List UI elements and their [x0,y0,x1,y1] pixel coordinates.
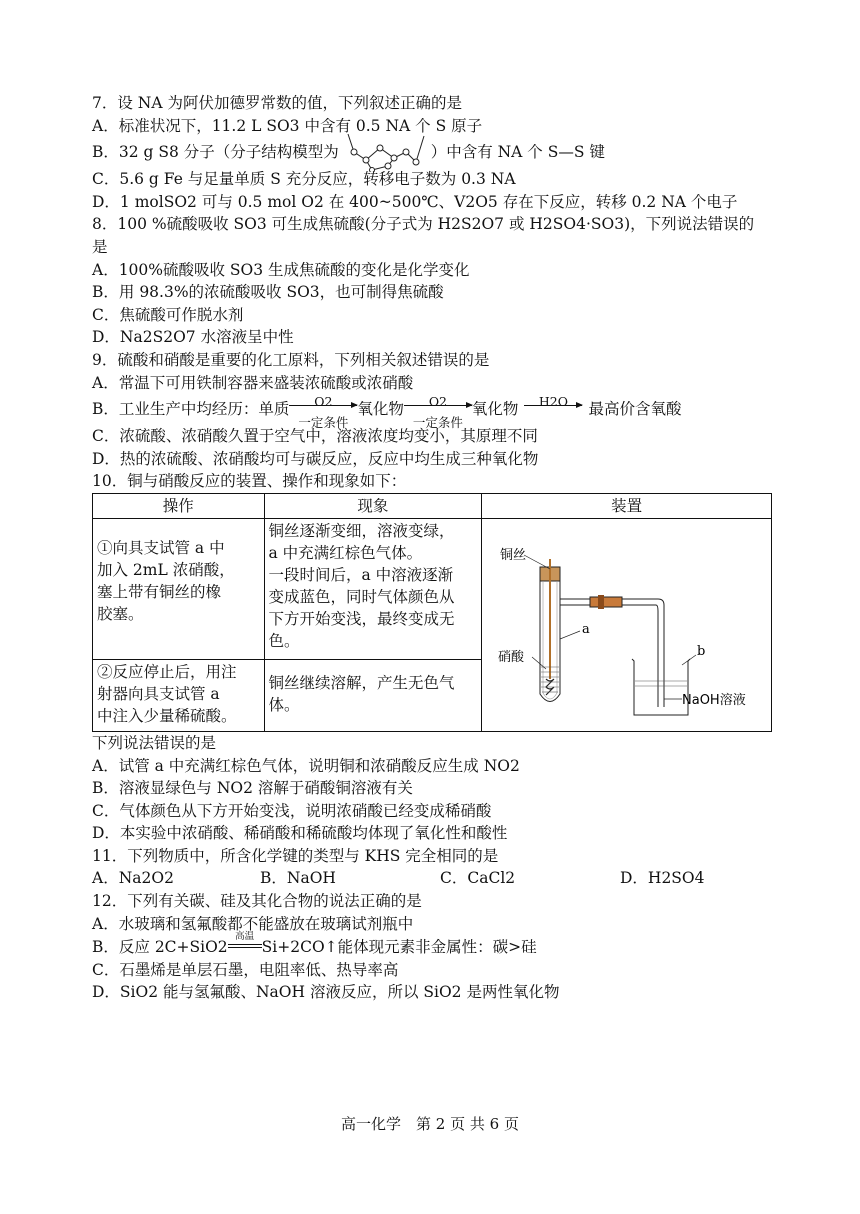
q7-option-b [92,137,772,168]
arrow-3-reagent: H2O [538,394,568,410]
apparatus-diagram [482,519,766,725]
q8-stem-line1: 8．100 %硫酸吸收 SO3 可生成焦硫酸(分子式为 H2S2O7 或 H2SO4·SO3)，下列说法错误的 [92,215,755,234]
q12-option-a: A．水玻璃和氢氟酸都不能盛放在玻璃试剂瓶中 [92,914,414,933]
q12-b-pre: B．反应 2C+SiO2 [92,938,228,957]
q11-option-d: D．H2SO4 [620,869,705,888]
q12-stem: 12．下列有关碳、硅及其化合物的说法正确的是 [92,892,422,911]
q7-option-b-pre: B．32 g S8 分子（分子结构模型为 [92,143,339,162]
q7-option-d: D．1 molSO2 可与 0.5 mol O2 在 400~500℃、V2O5 存在下反应，转移 0.2 NA 个电子 [92,192,738,211]
q9-option-a: A．常温下可用铁制容器来盛装浓硫酸或浓硝酸 [92,373,414,392]
q8-stem-line2: 是 [92,237,108,256]
q9-stem: 9．硫酸和硝酸是重要的化工原料，下列相关叙述错误的是 [92,350,490,369]
q12-option-c: C．石墨烯是单层石墨，电阻率低、热导率高 [92,960,399,979]
q8-option-d: D．Na2S2O7 水溶液呈中性 [92,328,294,347]
q10-option-a: A．试管 a 中充满红棕色气体，说明铜和浓硝酸反应生成 NO2 [92,756,520,775]
q9-option-c: C．浓硫酸、浓硝酸久置于空气中，溶液浓度均变小，其原理不同 [92,427,538,446]
label-naoh-solution: NaOH溶液 [682,692,746,708]
phenomenon-2: 铜丝继续溶解，产生无色气 体。 [264,659,482,731]
header-operation: 操作 [93,493,265,518]
q9-b-oxide-2: 氧化物 [471,400,519,419]
header-phenomenon: 现象 [264,493,482,518]
exam-page [92,92,772,1004]
q8-option-a: A．100%硫酸吸收 SO3 生成焦硫酸的变化是化学变化 [92,260,470,279]
q8-option-b: B．用 98.3%的浓硫酸吸收 SO3，也可制得焦硫酸 [92,283,444,302]
phenomenon-1: 铜丝逐渐变细，溶液变绿， a 中充满红棕色气体。 一段时间后，a 中溶液逐渐 变成蓝色，同时气体颜色从 下方开始变浅，最终变成无 色。 [264,518,482,659]
high-temp-condition [228,931,262,953]
q11-option-a: A．Na2O2 [92,869,174,888]
q9-option-d: D．热的浓硫酸、浓硝酸均可与碳反应，反应中均生成三种氧化物 [92,449,539,468]
reaction-arrow-2 [404,394,472,431]
apparatus-diagram-cell [482,518,772,731]
label-a: a [582,621,590,637]
header-apparatus: 装置 [482,493,772,518]
q9-b-acid: 最高价含氧酸 [588,400,682,419]
page-footer: 高一化学 第 2 页 共 6 页 [341,1115,519,1133]
operation-1: ①向具支试管 a 中 加入 2mL 浓硝酸， 塞上带有铜丝的橡 胶塞。 [93,518,265,659]
label-nitric-acid: 硝酸 [498,649,525,665]
q10-experiment-table [92,493,772,732]
arrow-2-reagent: O2 [428,394,448,410]
condition-label: 高温 [235,931,255,943]
q9-b-oxide-1: 氧化物 [357,400,404,419]
q8-option-c: C．焦硫酸可作脱水剂 [92,305,244,324]
arrow-2-condition: 一定条件 [412,415,463,431]
arrow-1-condition: 一定条件 [298,415,349,431]
q10-stem: 10．铜与硝酸反应的装置、操作和现象如下： [92,472,407,491]
q12-b-post: Si+2CO↑能体现元素非金属性：碳>硅 [261,938,537,957]
q10-ask: 下列说法错误的是 [92,733,217,752]
q7-option-a: A．标准状况下，11.2 L SO3 中含有 0.5 NA 个 S 原子 [92,116,483,135]
reaction-arrow-1 [289,394,357,431]
label-copper-wire: 铜丝 [500,547,527,563]
q10-option-c: C．气体颜色从下方开始变浅，说明浓硝酸已经变成稀硝酸 [92,801,492,820]
q7-option-b-post: ）中含有 NA 个 S—S 键 [430,143,605,162]
q12-option-d: D．SiO2 能与氢氟酸、NaOH 溶液反应，所以 SiO2 是两性氧化物 [92,983,560,1002]
q11-option-c: C．CaCl2 [440,869,516,888]
q11-options [92,867,772,890]
q11-stem: 11．下列物质中，所含化学键的类型与 KHS 完全相同的是 [92,846,499,865]
q7-stem: 7．设 NA 为阿伏加德罗常数的值，下列叙述正确的是 [92,94,462,112]
q11-option-b: B．NaOH [260,869,336,888]
q9-b-pre: B．工业生产中均经历：单质 [92,400,290,419]
q7-option-c: C．5.6 g Fe 与足量单质 S 充分反应，转移电子数为 0.3 NA [92,170,516,189]
reaction-arrow-3 [524,394,582,416]
q9-option-b [92,394,772,431]
q12-option-b [92,931,772,959]
operation-2: ②反应停止后，用注 射器向具支试管 a 中注入少量稀硫酸。 [93,659,265,731]
q10-option-b: B．溶液显绿色与 NO2 溶解于硝酸铜溶液有关 [92,779,413,798]
arrow-1-reagent: O2 [314,394,333,410]
label-b: b [697,643,706,659]
table-header-row [93,493,772,518]
s8-ring-structure-diagram [344,132,426,172]
table-row [93,518,772,659]
q10-option-d: D．本实验中浓硝酸、稀硝酸和稀硫酸均体现了氧化性和酸性 [92,824,508,843]
